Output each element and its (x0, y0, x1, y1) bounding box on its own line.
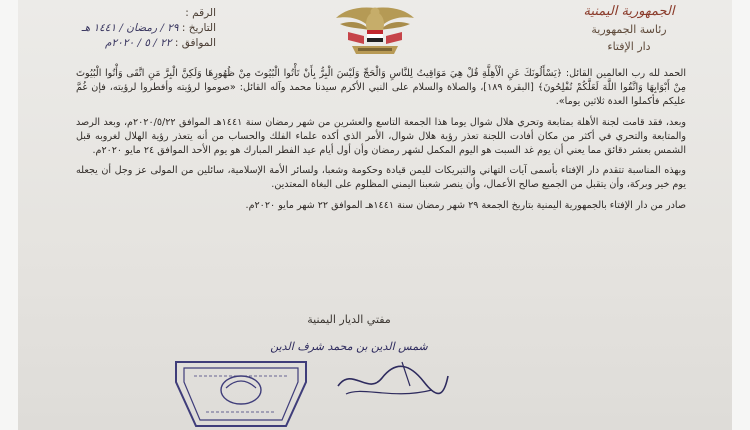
gregorian-date-label: الموافق : (174, 37, 216, 49)
reference-row (66, 6, 216, 21)
signatory-name: شمس الدين بن محمد شرف الدين (270, 340, 428, 353)
paragraph-announcement: وبعد، فقد قامت لجنة الأهلة بمتابعة وتحري هلال شوال يوما هذا الجمعة التاسع والعشرين من شهر رمضان سنة ١٤٤١هـ الموافق ٢٠٢٠/٥/٢٢م، وبعد الرصد والمتابعة والتحري في أكثر من مكان أفادت اللجنة تعذر رؤية هلال شوال، الأمر الذي أكده علماء الفلك والحساب من أنه يتعذر رؤية الهلال لغروبه قبل الشمس بعشر دقائق مما يعني أن يوم غد السبت هو اليوم المكمل لشهر رمضان وأن أول أيام عيد الفطر المبارك هو يوم الأحد الموافق ٢٤ مايو ٢٠٢٠م. (76, 116, 686, 157)
gregorian-date-row (66, 36, 216, 51)
letterhead-republic: الجمهورية اليمنية (583, 4, 675, 19)
official-seal-icon (166, 352, 316, 430)
letter-body (76, 67, 686, 213)
date-row (66, 21, 216, 36)
scan-border-left (0, 0, 18, 430)
date-label: التاريخ : (181, 22, 216, 34)
letter-reference-block (66, 6, 216, 51)
yemen-emblem-icon (300, 2, 450, 58)
letterhead-ifta: دار الإفتاء (607, 40, 651, 53)
signature-block (254, 313, 444, 353)
scan-border-right (732, 0, 750, 430)
paragraph-issued: صادر من دار الإفتاء بالجمهورية اليمنية بتاريخ الجمعة ٢٩ شهر رمضان سنة ١٤٤١هـ الموافق ٢٢ شهر مايو ٢٠٢٠م. (245, 199, 686, 211)
reference-label: الرقم : (185, 7, 216, 19)
letterhead-right (564, 4, 694, 53)
paragraph-greetings: وبهذه المناسبة تتقدم دار الإفتاء بأسمى آيات التهاني والتبريكات لليمن قيادة وحكومة وشعبا، ولسائر الأمة الإسلامية، سائلين من المولى عز وجل أن يجعله يوم خير وبركة، وأن يتقبل من الجميع صالح الأعمال، وأن ينصر شعبنا اليمني المظلوم على البغاة المعتدين. (76, 165, 686, 191)
gregorian-date-value: ٢٢ / ٥ / ٢٠٢٠م (105, 37, 172, 49)
letterhead-presidency: رئاسة الجمهورية (591, 23, 667, 36)
paragraph-opening: الحمد لله رب العالمين القائل: ﴿يَسْأَلُونَكَ عَنِ الْأَهِلَّةِ قُلْ هِيَ مَوَاقِيتُ لِلنَّاسِ وَالْحَجِّ وَلَيْسَ الْبِرُّ بِأَنْ تَأْتُوا الْبُيُوتَ مِنْ ظُهُورِهَا وَلَكِنَّ الْبِرَّ مَنِ اتَّقَى وَأْتُوا الْبُيُوتَ مِنْ أَبْوَابِهَا وَاتَّقُوا اللَّهَ لَعَلَّكُمْ تُفْلِحُونَ﴾ [البقرة ١٨٩]، والصلاة والسلام على النبي الأكرم سيدنا محمد وآله القائل: «صوموا لرؤيته وأفطروا لرؤيته، فإن غُمَّ عليكم فأكملوا العدة ثلاثين يوما». (76, 68, 686, 108)
date-value: ٢٩ / رمضان / ١٤٤١ هـ (81, 22, 179, 34)
handwritten-signature-icon (332, 356, 452, 406)
signatory-title: مفتي الديار اليمنية (307, 313, 391, 326)
